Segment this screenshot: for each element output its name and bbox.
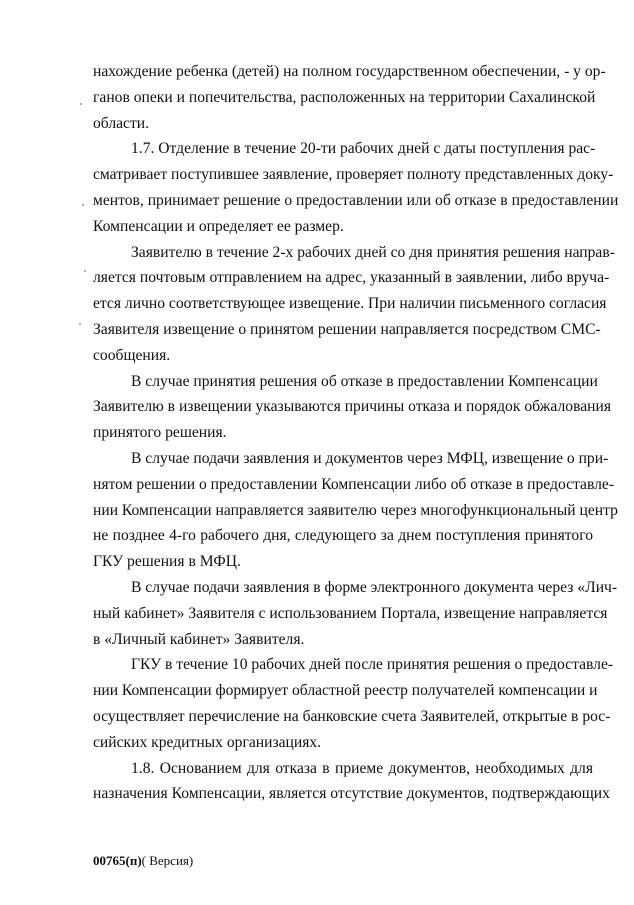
text-line: ГКУ решения в МФЦ. bbox=[93, 553, 241, 571]
text-line: нятом решении о предоставлении Компенсации либо об отказе в предоставле- bbox=[93, 475, 615, 493]
document-footer bbox=[93, 853, 193, 869]
scan-speck bbox=[80, 103, 82, 105]
text-line: области. bbox=[93, 114, 150, 132]
text-line: Заявителю в течение 2-х рабочих дней со дня принятия решения направ- bbox=[131, 243, 615, 261]
text-line: принятого решения. bbox=[93, 424, 227, 442]
text-line: ляется почтовым отправлением на адрес, указанный в заявлении, либо вруча- bbox=[93, 269, 610, 287]
text-line: сматривает поступившее заявление, проверяет полноту представленных доку- bbox=[93, 166, 614, 184]
text-line: нии Компенсации формирует областной реестр получателей компенсации и bbox=[93, 682, 598, 700]
doc-version: ( Версия) bbox=[141, 853, 194, 868]
text-line: В случае подачи заявления и документов через МФЦ, извещение о при- bbox=[131, 449, 609, 467]
text-line: ется лично соответствующее извещение. При наличии письменного согласия bbox=[93, 295, 607, 313]
text-line: ганов опеки и попечительства, расположенных на территории Сахалинской bbox=[93, 88, 596, 106]
text-line: Заявителю в извещении указываются причины отказа и порядок обжалования bbox=[93, 398, 612, 416]
text-line: Компенсации и определяет ее размер. bbox=[93, 217, 344, 235]
scan-speck bbox=[82, 204, 84, 206]
text-line: нахождение ребенка (детей) на полном государственном обеспечении, - у ор- bbox=[93, 63, 606, 80]
doc-code: 00765(п) bbox=[93, 853, 142, 868]
text-line: 1.7. Отделение в течение 20-ти рабочих дней с даты поступления рас- bbox=[131, 140, 596, 158]
document-body bbox=[93, 59, 619, 807]
text-line: осуществляет перечисление на банковские счета Заявителей, открытые в рос- bbox=[93, 707, 611, 725]
text-line: Заявителя извещение о принятом решении направляется посредством СМС- bbox=[93, 320, 601, 338]
text-line: 1.8. Основанием для отказа в приеме документов, необходимых для bbox=[131, 759, 593, 777]
text-line: в «Личный кабинет» Заявителя. bbox=[93, 630, 305, 648]
text-line: сообщения. bbox=[93, 346, 171, 364]
text-line: назначения Компенсации, является отсутствие документов, подтверждающих bbox=[93, 785, 610, 803]
text-line: сийских кредитных организациях. bbox=[93, 733, 322, 751]
text-line: нии Компенсации направляется заявителю через многофункциональный центр bbox=[93, 501, 618, 519]
text-line: ГКУ в течение 10 рабочих дней после принятия решения о предоставле- bbox=[131, 656, 614, 674]
text-line: ный кабинет» Заявителя с использованием Портала, извещение направляется bbox=[93, 604, 608, 622]
text-line: ментов, принимает решение о предоставлении или об отказе в предоставлении bbox=[93, 191, 619, 209]
scan-speck bbox=[79, 323, 81, 325]
text-line: В случае подачи заявления в форме электронного документа через «Лич- bbox=[131, 578, 618, 596]
text-line: не позднее 4-го рабочего дня, следующего за днем поступления принятого bbox=[93, 527, 593, 545]
scan-speck bbox=[84, 270, 86, 272]
text-line: В случае принятия решения об отказе в предоставлении Компенсации bbox=[131, 372, 598, 390]
